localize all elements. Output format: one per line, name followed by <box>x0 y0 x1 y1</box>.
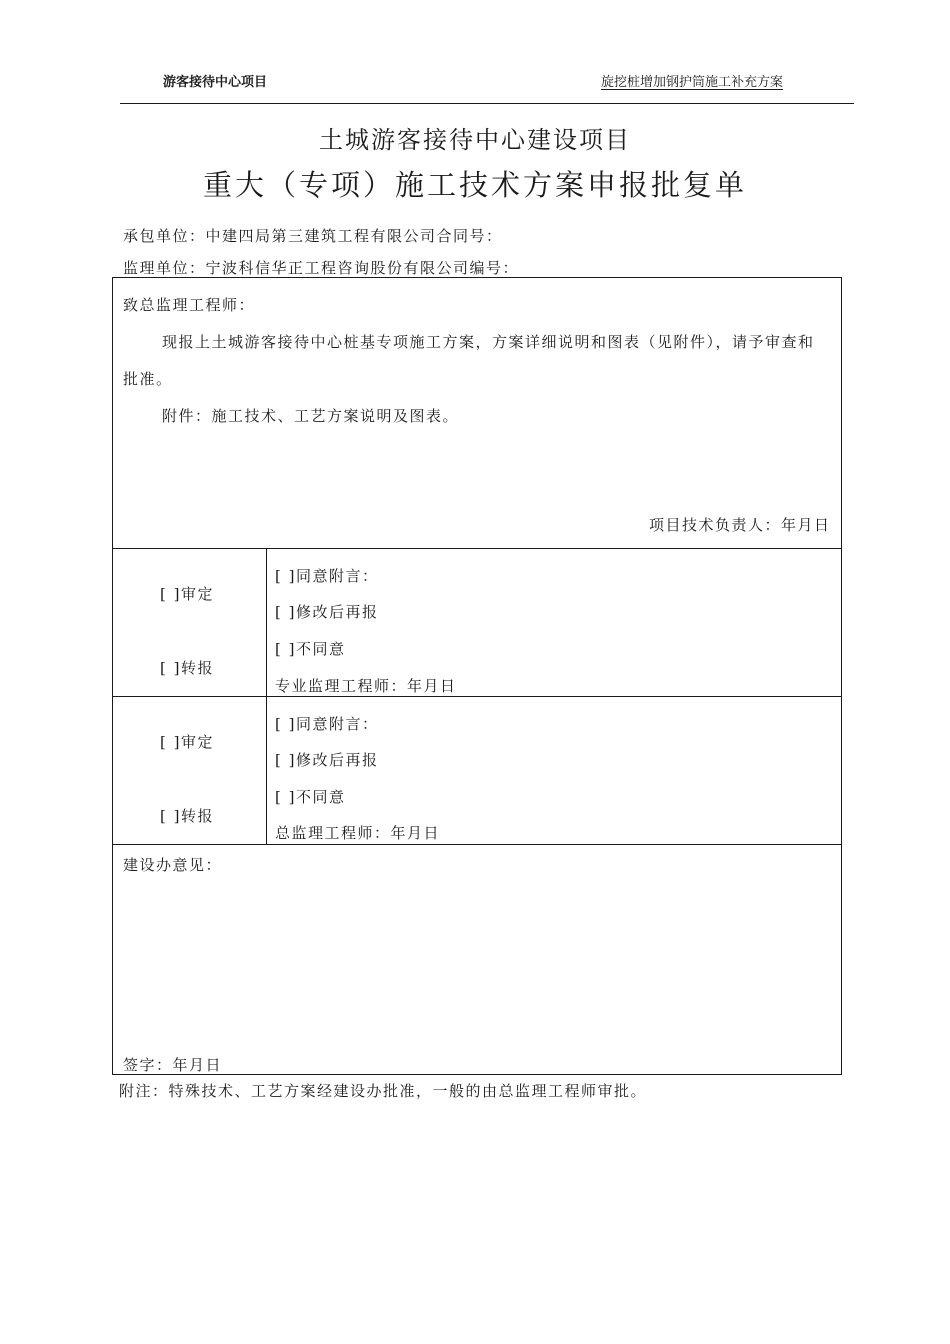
construction-office-label: 建设办意见： <box>123 856 223 874</box>
submission-body-line-1: 现报上土城游客接待中心桩基专项施工方案，方案详细说明和图表（见附件），请予审查和 <box>162 333 815 351</box>
header-project-name: 游客接待中心项目 <box>163 75 268 90</box>
approve-checkbox-2[interactable]: [ ]审定 <box>160 733 214 751</box>
forward-checkbox-1[interactable]: [ ]转报 <box>160 659 214 677</box>
header-rule <box>120 103 854 104</box>
form-title: 重大（专项）施工技术方案申报批复单 <box>202 168 747 202</box>
technical-lead-signature: 项目技术负责人：年月日 <box>649 516 831 534</box>
salutation: 致总监理工程师： <box>123 296 256 314</box>
forward-checkbox-2[interactable]: [ ]转报 <box>160 807 214 825</box>
revise-checkbox-2[interactable]: [ ]修改后再报 <box>275 751 379 769</box>
specialist-engineer-signature: 专业监理工程师：年月日 <box>275 677 457 695</box>
chief-engineer-signature: 总监理工程师：年月日 <box>275 824 441 842</box>
chief-review-divider <box>266 696 267 845</box>
header-document-title: 旋挖桩增加钢护筒施工补充方案 <box>601 75 784 90</box>
submission-body-line-2: 批准。 <box>123 370 173 388</box>
attachment-note: 附件：施工技术、工艺方案说明及图表。 <box>162 407 460 425</box>
disagree-checkbox-2[interactable]: [ ]不同意 <box>275 788 346 806</box>
approve-checkbox-1[interactable]: [ ]审定 <box>160 585 214 603</box>
specialist-review-divider <box>266 548 267 697</box>
footnote: 附注：特殊技术、工艺方案经建设办批准，一般的由总监理工程师审批。 <box>119 1082 648 1100</box>
supervisor-line: 监理单位：宁波科信华正工程咨询股份有限公司编号： <box>123 259 520 277</box>
revise-checkbox-1[interactable]: [ ]修改后再报 <box>275 603 379 621</box>
agree-checkbox-2[interactable]: [ ]同意附言： <box>275 715 379 733</box>
construction-office-signature: 签字：年月日 <box>123 1056 223 1074</box>
specialist-review-section <box>112 548 842 697</box>
chief-review-section <box>112 696 842 845</box>
disagree-checkbox-1[interactable]: [ ]不同意 <box>275 640 346 658</box>
agree-checkbox-1[interactable]: [ ]同意附言： <box>275 567 379 585</box>
project-title: 土城游客接待中心建设项目 <box>319 126 631 154</box>
contractor-line: 承包单位：中建四局第三建筑工程有限公司合同号： <box>123 227 503 245</box>
construction-office-section <box>112 844 842 1075</box>
